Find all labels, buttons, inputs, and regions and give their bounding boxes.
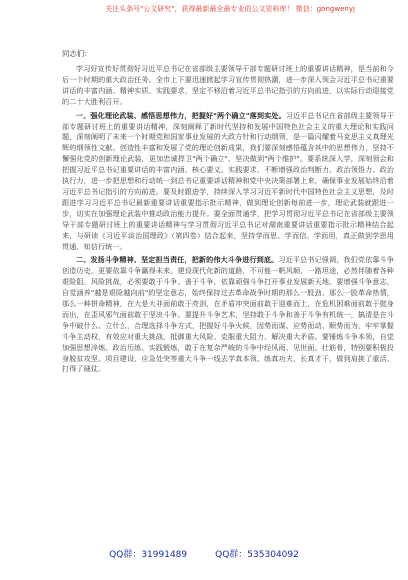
section-heading-1: 一、强化理论武装、感悟思想伟力，把握好"两个确立"落到实处。 [76,110,286,120]
footer-qq-group-1: QQ群：31991489 [109,550,188,560]
paragraph-section-2 [62,255,394,375]
paragraph-section-1 [62,111,394,253]
paragraph-text: 习近平总书记在省部级主要领导干部专题研讨班上的重要讲话精神，深刻阐释了新时代坚持和发展中国特色社会主义的重大理论和实践问题，深刻阐明了未来一个时期党和国家事业发展的大政方针和行动纲领，是一篇闪耀着马克思主义真理光辉的纲领性文献。创造性丰富和发展了党的理论创新成果，我们要深刻感悟蕴含其中的思想伟力，坚持不懈强化党的创新理论武装，更加忠诚捍卫"两个确立"、坚决做到"两个维护"。要系统深入学，深刻领会和把握习近平总书记重要讲话的丰富内涵、核心要义、实践要求，不断增强政治判断力、政治领悟力、政治执行力，进一步把思想和行动统一到总书记重要讲话精神和党中央决策部署上来，确保事业发展始终沿着习近平总书记指引的方向前进。要及时跟进学，持续深入学习习近平新时代中国特色社会主义思想，及时跟进学习习近平总书记最新重要讲话重要指示批示精神，做到理论创新每前进一步，理论武装就跟进一步，切实在加强理论武装中推动政治能力提升。要全面贯通学，把学习贯彻习近平总书记在省部级主要领导干部专题研讨班上的重要讲话精神与学习贯彻习近平总书记对湖南重要讲话重要指示批示精神结合起来，与研读《习近平谈治国理政》（第四卷）结合起来，坚持学而思、学而信、学而用，真正做到学思用贯通、知信行统一。 [62,110,394,251]
salutation: 同志们： [62,49,92,58]
paragraph-intro [62,64,394,108]
document-body [62,64,394,534]
paragraph-text: 学习好宣传好贯彻好习近平总书记在省部级主要领导干部专题研讨班上的重要讲话精神，是当前和今后一个时期的重大政治任务。全市上下要迅速掀起学习宣传贯彻热潮，进一步深入领会习近平总书记重要讲话的丰富内涵、精神实质、实践要求，坚定不移沿着习近平总书记指引的方向前进，以实际行动迎接党的二十大胜利召开。 [62,64,394,106]
footer-qq-group-2: QQ群：535304092 [215,550,299,560]
header-banner: 关注头条号"公文研究"，获得最新最全最专业的公文资料库！ 微信：gongwenyj [105,5,355,13]
paragraph-text: 习近平总书记强调，我们党依靠斗争创造历史，更要依靠斗争赢得未来。建设现代化新的道路，不可能一帆风顺、一路坦途，必然伴随着各种艰险阻、风险挑战，必须要敢于斗争、善于斗争，依靠顽强斗争打开事业发展新天地。要增强斗争意志，自觉涵养"越是艰险越向前"的坚定意志，始终保持过去革命战争时期的那么一股劲、那么一股革命热情，那么一种拼命精神，在大是大非面前敢于亮剑，在矛盾冲突面前敢于迎难而上，在危机困难面前敢于挺身而出，在歪风邪气面前敢于坚决斗争。要提升斗争艺术，坚持敢于斗争和善于斗争有机统一，搞清是在斗争中破什么、立什么，合理选择斗争方式，把握好斗争火候，因势而谋、应势而动、顺势而为，牢牢掌握斗争主动权，有效应对重大挑战、抵御重大风险、克服重大阻力、解决重大矛盾。要锤炼斗争本领，自觉加强思想淬炼、政治历练、实践锻炼，敢于在复杂严峻的斗争中经风雨、见世面、壮筋骨，特别要积极投身脱贫攻坚、项目建设、应急处突等重大斗争一线去学真本领、练真功夫、长真才干，做到肩挑了重活、打得了硬仗。 [62,255,394,374]
section-heading-2: 二、发扬斗争精神、坚定担当责任，把新的伟大斗争进行到底。 [76,255,279,265]
footer-contact [0,548,408,562]
